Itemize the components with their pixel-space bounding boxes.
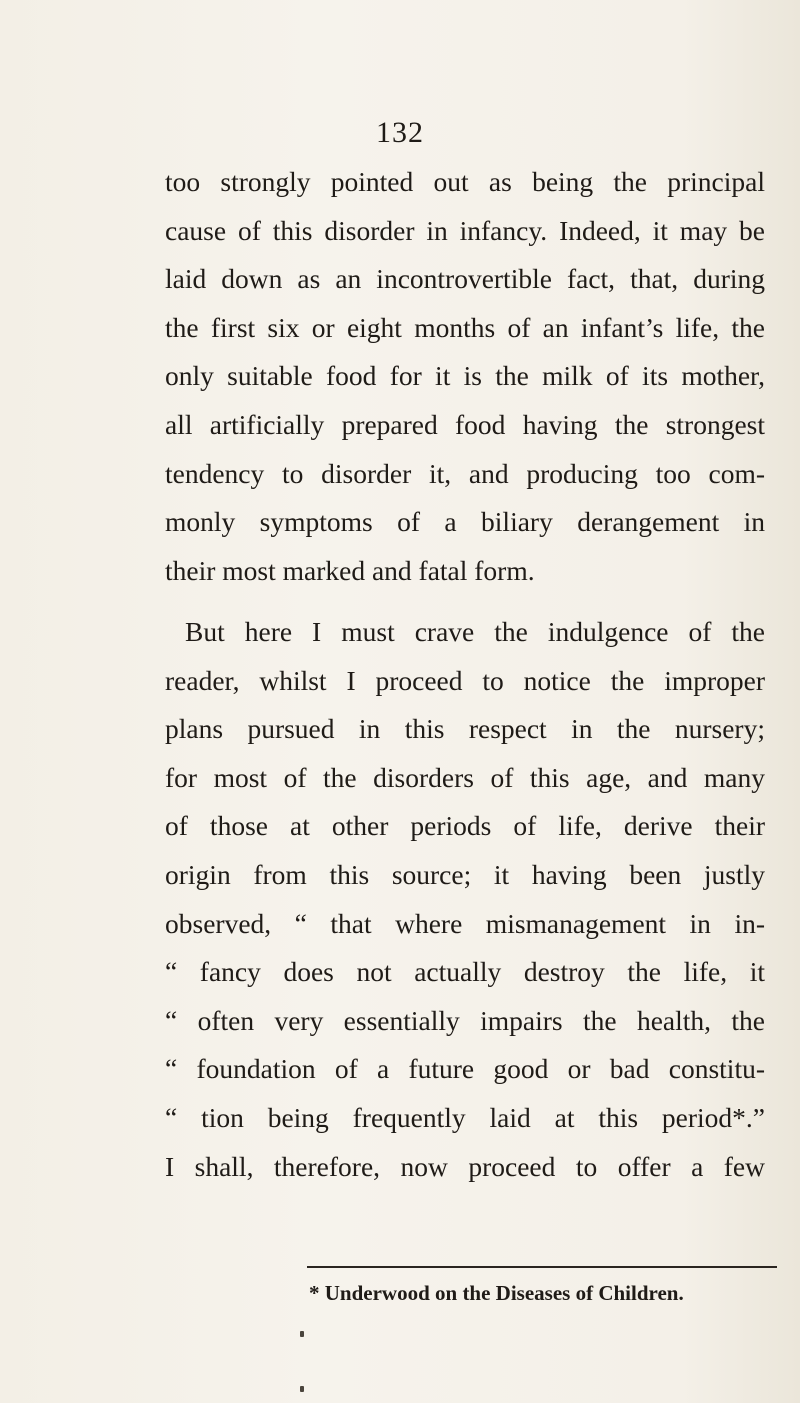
text-line: their most marked and fatal form. [165,554,535,586]
text-line: for most of the disorders of this age, and many [165,761,765,793]
text-line: laid down as an incontrovertible fact, that, during [165,263,765,295]
footnote: * Underwood on the Diseases of Children. [309,1281,684,1305]
text-line: plans pursued in this respect in the nursery; [165,713,765,745]
paragraph-1 [165,158,765,595]
text-line: “ fancy does not actually destroy the life, it [165,956,765,988]
text-line: But here I must crave the indulgence of the [185,616,765,647]
text-line: too strongly pointed out as being the principal [165,166,765,197]
ink-speck [300,1386,304,1392]
paragraph-2 [165,608,765,1191]
text-line: observed, “ that where mismanagement in in- [165,907,765,939]
ink-speck [300,1331,304,1337]
text-line: of those at other periods of life, derive their [165,810,765,842]
text-line: origin from this source; it having been justly [165,858,765,890]
text-line: all artificially prepared food having the strongest [165,408,765,440]
text-line: the first six or eight months of an infant’s life, the [165,311,765,343]
text-line: monly symptoms of a biliary derangement in [165,506,765,538]
text-line: “ tion being frequently laid at this period*.” [165,1101,765,1133]
text-line: “ foundation of a future good or bad constitu- [165,1053,765,1085]
footnote-divider [307,1266,777,1268]
text-line: cause of this disorder in infancy. Indeed, it may be [165,214,765,246]
text-line: reader, whilst I proceed to notice the improper [165,664,765,696]
text-line: tendency to disorder it, and producing too com- [165,457,765,489]
text-line: only suitable food for it is the milk of its mother, [165,360,765,392]
text-line: “ often very essentially impairs the health, the [165,1004,765,1036]
text-line: I shall, therefore, now proceed to offer a few [165,1150,765,1182]
page-number: 132 [376,116,424,149]
